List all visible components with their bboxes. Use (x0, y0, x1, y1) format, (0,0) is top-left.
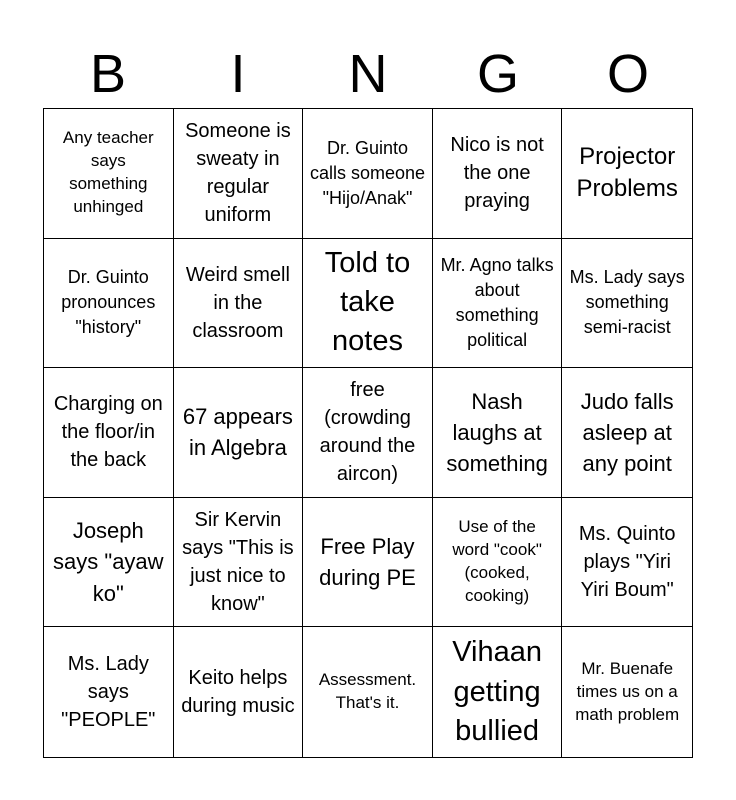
bingo-cell-r2-c4[interactable] (433, 239, 563, 369)
cell-text: Nico is not the one praying (450, 134, 544, 213)
header-letter-b: B (89, 44, 127, 104)
bingo-cell-r3-c5[interactable] (562, 368, 692, 498)
cell-text: Sir Kervin says "This is just nice to know" (182, 509, 294, 616)
cell-text: Assessment. That's it. (318, 670, 417, 713)
cell-text: Use of the word "cook" (cooked, cooking) (452, 517, 542, 606)
bingo-cell-r2-c5[interactable] (562, 239, 692, 369)
cell-text: Mr. Agno talks about something political (440, 254, 554, 351)
bingo-cell-r3-c2[interactable] (174, 368, 304, 498)
bingo-cell-r1-c4[interactable] (433, 109, 563, 239)
header-letter-o: O (606, 44, 649, 104)
bingo-cell-r3-c1[interactable] (44, 368, 174, 498)
cell-text: free (crowding around the aircon) (319, 379, 416, 486)
bingo-cell-r3-c4[interactable] (433, 368, 563, 498)
bingo-cell-r4-c4[interactable] (433, 498, 563, 628)
bingo-cell-r5-c5[interactable] (562, 627, 692, 757)
bingo-cell-r2-c1[interactable] (44, 239, 174, 369)
cell-text: Dr. Guinto pronounces "history" (61, 267, 156, 338)
cell-text: Free Play during PE (319, 533, 416, 591)
bingo-cell-r5-c2[interactable] (174, 627, 304, 757)
bingo-cell-r2-c3[interactable] (303, 239, 433, 369)
cell-text: Keito helps during music (181, 667, 295, 718)
bingo-cell-r1-c5[interactable] (562, 109, 692, 239)
cell-text: Ms. Lady says something semi-racist (569, 267, 685, 338)
bingo-cell-r1-c3[interactable] (303, 109, 433, 239)
bingo-cell-r5-c4[interactable] (433, 627, 563, 757)
bingo-cell-r5-c1[interactable] (44, 627, 174, 757)
cell-text: Joseph says "ayaw ko" (53, 518, 164, 606)
cell-text: Mr. Buenafe times us on a math problem (575, 658, 680, 724)
cell-text: 67 appears in Algebra (182, 404, 293, 461)
cell-text: Dr. Guinto calls someone "Hijo/Anak" (309, 137, 426, 208)
bingo-cell-r5-c3[interactable] (303, 627, 433, 757)
bingo-cell-r3-c3[interactable] (303, 368, 433, 498)
cell-text: Someone is sweaty in regular uniform (185, 120, 291, 227)
bingo-header (43, 40, 693, 108)
bingo-cell-r1-c2[interactable] (174, 109, 304, 239)
bingo-cell-r2-c2[interactable] (174, 239, 304, 369)
cell-text: Projector Problems (576, 142, 678, 203)
cell-text: Told to take notes (324, 247, 411, 358)
cell-text: Vihaan getting bullied (452, 636, 542, 747)
bingo-cell-r1-c1[interactable] (44, 109, 174, 239)
header-letter-g: G (476, 44, 519, 104)
bingo-cell-r4-c2[interactable] (174, 498, 304, 628)
cell-text: Judo falls asleep at any point (580, 388, 674, 477)
header-letter-i: I (230, 44, 246, 104)
bingo-card-grid (43, 108, 693, 758)
bingo-cell-r4-c1[interactable] (44, 498, 174, 628)
cell-text: Ms. Lady says "PEOPLE" (61, 653, 156, 732)
header-letter-n: N (348, 44, 388, 104)
cell-text: Weird smell in the classroom (185, 263, 290, 342)
cell-text: Ms. Quinto plays "Yiri Yiri Boum" (578, 523, 676, 602)
cell-text: Any teacher says something unhinged (62, 128, 154, 217)
cell-text: Nash laughs at something (446, 388, 548, 477)
bingo-cell-r4-c3[interactable] (303, 498, 433, 628)
cell-text: Charging on the floor/in the back (53, 393, 163, 472)
bingo-cell-r4-c5[interactable] (562, 498, 692, 628)
